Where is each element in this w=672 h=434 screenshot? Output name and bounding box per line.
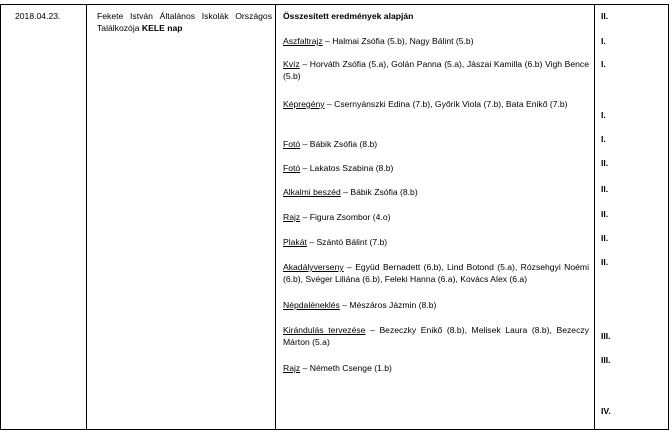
placement: II. xyxy=(601,233,609,243)
placement: I. xyxy=(601,110,606,120)
participant-names: Lakatos Szabina (8.b) xyxy=(309,163,394,173)
result-entry: Akadályverseny – Együd Bernadett (6.b), Lind Botond (5.a), Rózsehgyi Noémi (6.b), Svéger Liliána (6.b), Feleki Hanna (6.a), Kovács Alex (6.a) xyxy=(283,262,589,284)
participant-names: Halmai Zsófia (5.b), Nagy Bálint (5.b) xyxy=(332,36,474,46)
category-label: Népdaléneklés xyxy=(283,300,340,310)
placement: III. xyxy=(601,355,611,365)
participant-names: Bezeczky Enikő (8.b), Melisek Laura (8.b), Bezeczy Márton (5.a) xyxy=(283,325,589,347)
result-entry: Plakát – Szántó Bálint (7.b) xyxy=(283,237,388,247)
results-column xyxy=(283,10,589,373)
category-label: Fotó xyxy=(283,163,301,173)
participant-names: Szántó Bálint (7.b) xyxy=(316,237,388,247)
participant-names: Csernyánszki Edina (7.b), Győrik Viola (7.b), Bata Enikő (7.b) xyxy=(334,99,568,109)
result-entry: Fotó – Lakatos Szabina (8.b) xyxy=(283,163,394,173)
event-date: 2018.04.23. xyxy=(15,11,61,21)
placement: I. xyxy=(601,59,606,69)
result-entry: Aszfaltrajz – Halmai Zsófia (5.b), Nagy Bálint (5.b) xyxy=(283,36,474,46)
event-name xyxy=(97,10,272,34)
placement: IV. xyxy=(601,406,611,416)
placement: II. xyxy=(601,209,609,219)
category-label: Rajz xyxy=(283,212,301,222)
column-divider xyxy=(86,5,87,429)
placement: II. xyxy=(601,184,609,194)
participant-names: Figura Zsombor (4.o) xyxy=(309,212,391,222)
placement: II. xyxy=(601,257,609,267)
result-entry: Rajz – Figura Zsombor (4.o) xyxy=(283,212,391,222)
participant-names: Bábik Zsófia (8.b) xyxy=(350,187,418,197)
category-label: Alkalmi beszéd xyxy=(283,187,341,197)
participant-names: Horváth Zsófia (5.a), Golán Panna (5.a), Jászai Kamilla (6.b) Vigh Bence (5.b) xyxy=(283,59,589,81)
result-entry: Rajz – Németh Csenge (1.b) xyxy=(283,363,392,373)
result-entry: Kirándulás tervezése – Bezeczky Enikő (8.b), Melisek Laura (8.b), Bezeczy Márton (5.a) xyxy=(283,325,589,347)
result-entry: Kvíz – Horváth Zsófia (5.a), Golán Panna (5.a), Jászai Kamilla (6.b) Vigh Bence (5.b) xyxy=(283,59,589,81)
column-divider xyxy=(594,5,595,429)
placement: III. xyxy=(601,331,611,341)
result-entry: Alkalmi beszéd – Bábik Zsófia (8.b) xyxy=(283,187,418,197)
result-entry: Képregény – Csernyánszki Edina (7.b), Győrik Viola (7.b), Bata Enikő (7.b) xyxy=(283,99,568,109)
category-label: Plakát xyxy=(283,237,307,247)
placement: I. xyxy=(601,134,606,144)
placement: II. xyxy=(601,11,609,21)
category-label: Kirándulás tervezése xyxy=(283,325,366,335)
participant-names: Mészáros Jázmin (8.b) xyxy=(349,300,437,310)
results-header: Összesített eredmények alapján xyxy=(283,11,414,21)
participant-names: Együd Bernadett (6.b), Lind Botond (5.a), Rózsehgyi Noémi (6.b), Svéger Liliána (6.b), Feleki Hanna (6.a), Kovács Alex (6.a) xyxy=(283,262,589,284)
column-divider xyxy=(275,5,276,429)
category-label: Akadályverseny xyxy=(283,262,344,272)
event-name-bold: KELE nap xyxy=(141,23,183,33)
event-name-text: Fekete István Általános Iskolák Országos Találkozója xyxy=(97,11,272,33)
category-label: Képregény xyxy=(283,99,325,109)
placement: I. xyxy=(601,36,606,46)
participant-names: Németh Csenge (1.b) xyxy=(309,363,392,373)
participant-names: Bábik Zsófia (8.b) xyxy=(309,139,378,149)
result-entry: Népdaléneklés – Mészáros Jázmin (8.b) xyxy=(283,300,437,310)
result-entry: Fotó – Bábik Zsófia (8.b) xyxy=(283,139,378,149)
category-label: Kvíz xyxy=(283,59,300,69)
category-label: Rajz xyxy=(283,363,301,373)
results-table xyxy=(0,4,669,430)
category-label: Aszfaltrajz xyxy=(283,36,323,46)
placement: II. xyxy=(601,158,609,168)
category-label: Fotó xyxy=(283,139,301,149)
